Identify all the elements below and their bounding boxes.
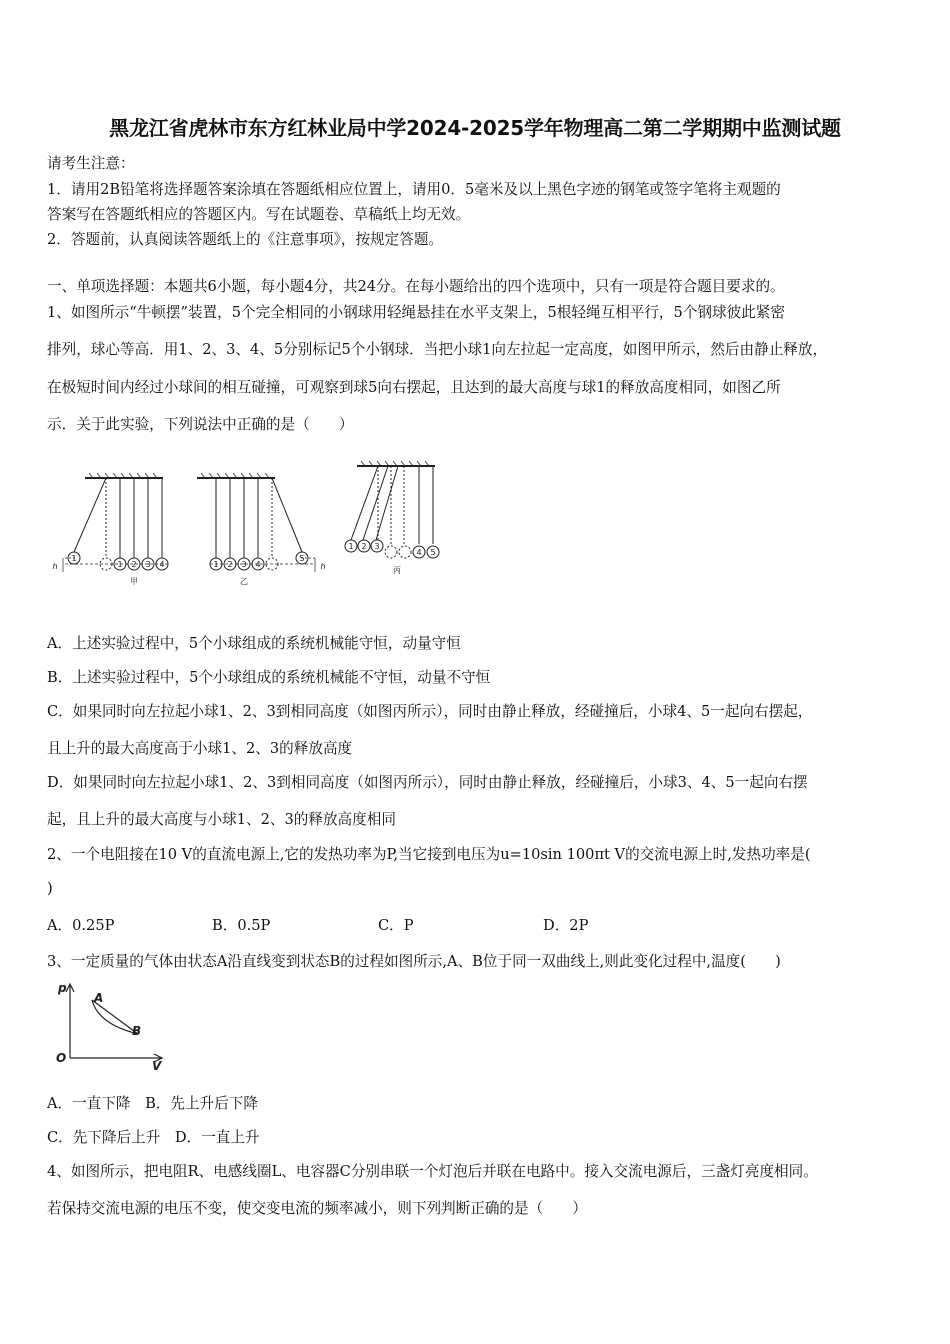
- q1-option-d: D．如果同时向左拉起小球1、2、3到相同高度（如图丙所示），同时由静止释放，经碰撞后，小球3、4、5一起向右摆: [47, 774, 808, 791]
- pv-axis-p: p: [58, 981, 67, 995]
- q2-option-c: C．P: [378, 917, 414, 934]
- q1-option-b: B．上述实验过程中，5个小球组成的系统机械能不守恒，动量不守恒: [47, 669, 491, 686]
- pv-axis-v: V: [152, 1059, 162, 1070]
- cradle-yi-ball-5: 5: [299, 554, 305, 563]
- q2-option-d: D．2P: [543, 917, 589, 934]
- pv-point-b: B: [132, 1024, 142, 1038]
- q2-stem-cont: ): [47, 880, 53, 897]
- cradle-jia-ball-2: 2: [131, 560, 137, 569]
- page-title: 黑龙江省虎林市东方红林业局中学2024-2025学年物理高二第二学期期中监测试题: [109, 116, 841, 140]
- pv-graph: [52, 980, 172, 1070]
- q1-stem-line-3: 在极短时间内经过小球间的相互碰撞，可观察到球5向右摆起，且达到的最大高度与球1的释放高度相同，如图乙所: [47, 379, 781, 396]
- q1-stem-line-1: 1、如图所示“牛顿摆”装置，5个完全相同的小钢球用轻绳悬挂在水平支架上，5根轻绳互相平行，5个钢球彼此紧密: [47, 304, 785, 321]
- pv-origin: O: [56, 1051, 67, 1065]
- q1-option-c: C．如果同时向左拉起小球1、2、3到相同高度（如图丙所示），同时由静止释放，经碰撞后，小球4、5一起向右摆起，: [47, 703, 813, 720]
- newton-cradle-figure: [45, 458, 455, 588]
- cradle-bing: [345, 461, 439, 558]
- cradle-jia-ball-1: 1: [71, 554, 77, 563]
- q3-options-ab: A．一直下降 B．先上升后下降: [47, 1095, 258, 1112]
- q4-stem-line-1: 4、如图所示，把电阻R、电感线圈L、电容器C分别串联一个灯泡后并联在电路中。接入交流电源后，三盏灯亮度相同。: [47, 1163, 818, 1180]
- q1-stem-line-2: 排列，球心等高．用1、2、3、4、5分别标记5个小钢球．当把小球1向左拉起一定高度，如图甲所示，然后由静止释放，: [47, 341, 828, 358]
- cradle-jia-ball-1: 1: [117, 560, 123, 569]
- cradle-yi-ball-3: 3: [241, 560, 247, 569]
- cradle-yi-label: 乙: [240, 577, 248, 586]
- notice-heading: 请考生注意：: [47, 155, 135, 172]
- q1-stem-line-4: 示．关于此实验，下列说法中正确的是（ ）: [47, 416, 354, 433]
- q2-option-b: B．0.5P: [212, 917, 271, 934]
- q4-stem-line-2: 若保持交流电源的电压不变，使交变电流的频率减小，则下列判断正确的是（ ）: [47, 1200, 587, 1217]
- cradle-jia: [63, 473, 168, 572]
- q1-option-a: A．上述实验过程中，5个小球组成的系统机械能守恒，动量守恒: [47, 635, 461, 652]
- section-heading: 一、单项选择题：本题共6小题，每小题4分，共24分。在每小题给出的四个选项中，只有一项是符合题目要求的。: [47, 278, 785, 295]
- q3-options-cd: C．先下降后上升 D．一直上升: [47, 1129, 260, 1146]
- cradle-bing-ball-1: 1: [348, 542, 354, 551]
- pv-point-a: A: [94, 991, 104, 1005]
- q1-option-d-cont: 起，且上升的最大高度与小球1、2、3的释放高度相同: [47, 811, 396, 828]
- cradle-h-label: h: [52, 562, 58, 571]
- cradle-jia-label: 甲: [130, 577, 138, 586]
- cradle-bing-ball-5: 5: [430, 548, 436, 557]
- notice-item-2: 2．答题前，认真阅读答题纸上的《注意事项》，按规定答题。: [47, 231, 444, 248]
- cradle-yi-ball-1: 1: [213, 560, 219, 569]
- cradle-jia-ball-3: 3: [145, 560, 151, 569]
- cradle-h-label: h: [320, 562, 326, 571]
- q2-option-a: A．0.25P: [47, 917, 115, 934]
- cradle-bing-label: 丙: [393, 566, 401, 575]
- cradle-yi-ball-4: 4: [255, 560, 261, 569]
- cradle-jia-ball-4: 4: [159, 560, 165, 569]
- notice-item-1-cont: 答案写在答题纸相应的答题区内。写在试题卷、草稿纸上均无效。: [47, 206, 471, 223]
- q1-option-c-cont: 且上升的最大高度高于小球1、2、3的释放高度: [47, 740, 353, 757]
- cradle-bing-ball-2: 2: [361, 542, 367, 551]
- notice-item-1: 1．请用2B铅笔将选择题答案涂填在答题纸相应位置上，请用0．5毫米及以上黑色字迹的钢笔或签字笔将主观题的: [47, 181, 781, 198]
- cradle-yi-ball-2: 2: [227, 560, 233, 569]
- q3-stem: 3、一定质量的气体由状态A沿直线变到状态B的过程如图所示,A、B位于同一双曲线上,则此变化过程中,温度( ): [47, 953, 781, 970]
- q2-stem: 2、一个电阻接在10 V的直流电源上,它的发热功率为P,当它接到电压为u=10sin 100πt V的交流电源上时,发热功率是(: [47, 846, 811, 863]
- cradle-bing-ball-3: 3: [374, 542, 380, 551]
- cradle-bing-ball-4: 4: [416, 548, 422, 557]
